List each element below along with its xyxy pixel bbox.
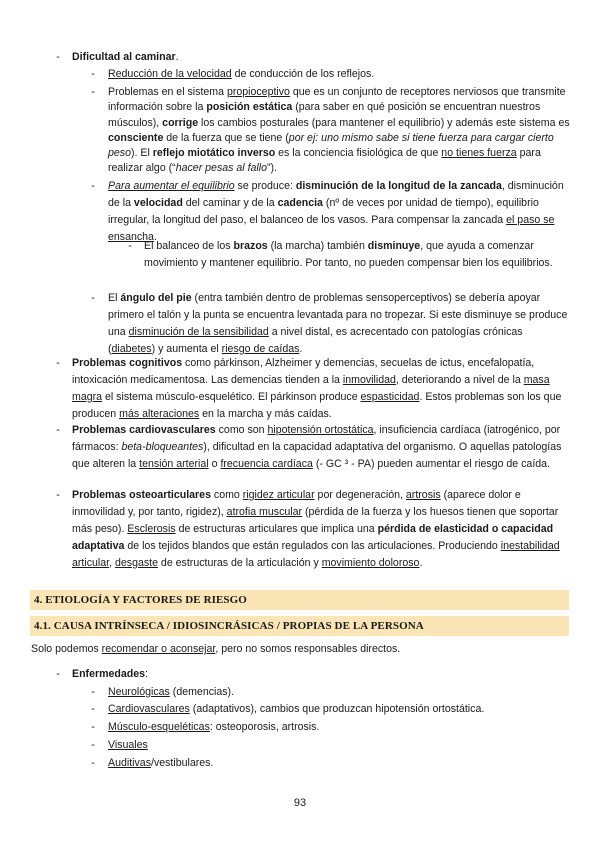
cardiovasculares-item: Problemas cardiovasculares como son hipotensión ortostática, insuficiencia cardíaca (iatrogénico, por fármacos: beta-bloqueantes), dificultad en la capacidad adaptativa del organismo. O aquellas patologías que alteren la tensión arterial o frecuencia cardíaca (- GC ³ - PA) pueden aumentar el riesgo de caída. (72, 424, 562, 470)
sub-sub-bullet-dash: - (128, 240, 132, 252)
osteoarticulares-item: Problemas osteoarticulares como rigidez articular por degeneración, artrosis (aparece dolor e inmovilidad y, por tanto, rigidez), atrofia muscular (pérdida de la fuerza y los huesos tienen que soportar más peso). Esclerosis de estructuras articulares que implica una pérdida de elasticidad o capacidad adaptativa de los tejidos blandos que están regulados con las articulaciones. Produciendo inestabilidad articular, desgaste de estructuras de la articulación y movimiento doloroso. (72, 489, 560, 569)
section-heading-4-1: 4.1. CAUSA INTRÍNSECA / IDIOSINCRÁSICAS / PROPIAS DE LA PERSONA (30, 616, 569, 636)
dificultad-caminar-heading: Dificultad al caminar. (72, 51, 179, 63)
section-heading-4: 4. ETIOLOGÍA Y FACTORES DE RIESGO (30, 590, 569, 610)
sub-bullet-dash: - (91, 686, 95, 698)
page-number: 93 (293, 797, 307, 809)
intro-paragraph: Solo podemos recomendar o aconsejar, pero no somos responsables directos. (31, 643, 401, 655)
reduccion-velocidad-item: Reducción de la velocidad de conducción de los reflejos. (108, 68, 375, 80)
angulo-pie-item: El ángulo del pie (entra también dentro de problemas sensoperceptivos) se debería apoyar primero el talón y la punta se encuentra levantada para no tropezar. Si este disminuye se produce una disminución de la sensibilidad a nivel distal, es acrecentado con patologías crónicas (diabetes) y aumenta el riesgo de caídas. (108, 292, 568, 355)
propioceptivo-item: Problemas en el sistema propioceptivo que es un conjunto de receptores nerviosos que transmite información sobre la posición estática (para saber en qué posición se encuentran nuestros músculos), corrige los cambios posturales (para mantener el equilibrio) y además este sistema es consciente de la fuerza que se tiene (por ej: uno mismo sabe si tiene fuerza para cargar cierto peso). El reflejo miotático inverso es la conciencia fisiológica de que no tienes fuerza para realizar algo (“hacer pesas al fallo”). (108, 86, 570, 175)
sub-bullet-dash: - (91, 739, 95, 751)
cognitivos-item: Problemas cognitivos como párkinson, Alzheimer y demencias, secuelas de ictus, encefalopatía, intoxicación medicamentosa. Las demencias tienden a la inmovilidad, deteriorando a nivel de la masa magra el sistema músculo-esquelético. El párkinson produce espasticidad. Estos problemas son los que producen más alteraciones en la marcha y más caídas. (72, 357, 562, 420)
bullet-dash: - (56, 489, 60, 501)
enfermedad-item: Músculo-esqueléticas: osteoporosis, artrosis. (108, 721, 320, 733)
enfermedad-item: Visuales (108, 739, 148, 751)
enfermedad-item: Cardiovasculares (adaptativos), cambios que produzcan hipotensión ortostática. (108, 703, 485, 715)
bullet-dash: - (56, 51, 60, 63)
sub-bullet-dash: - (91, 86, 95, 98)
enfermedad-item: Auditivas/vestibulares. (108, 757, 214, 769)
bullet-dash: - (56, 668, 60, 680)
sub-bullet-dash: - (91, 721, 95, 733)
sub-bullet-dash: - (91, 757, 95, 769)
sub-bullet-dash: - (91, 292, 95, 304)
enfermedad-item: Neurológicas (demencias). (108, 686, 235, 698)
enfermedades-heading: Enfermedades: (72, 668, 148, 680)
sub-bullet-dash: - (91, 703, 95, 715)
bullet-dash: - (56, 424, 60, 436)
sub-bullet-dash: - (91, 68, 95, 80)
brazos-item: El balanceo de los brazos (la marcha) también disminuye, que ayuda a comenzar movimiento y mantener equilibrio. Por tanto, no pueden compensar bien los equilibrios. (144, 240, 553, 269)
zancada-item: Para aumentar el equilibrio se produce: disminución de la longitud de la zancada, disminución de la velocidad del caminar y de la cadencia (nº de veces por unidad de tiempo), equilibrio irregular, la longitud del paso, el balanceo de los vasos. Para compensar la zancada el paso se ensancha. (108, 180, 564, 243)
sub-bullet-dash: - (91, 180, 95, 192)
bullet-dash: - (56, 357, 60, 369)
